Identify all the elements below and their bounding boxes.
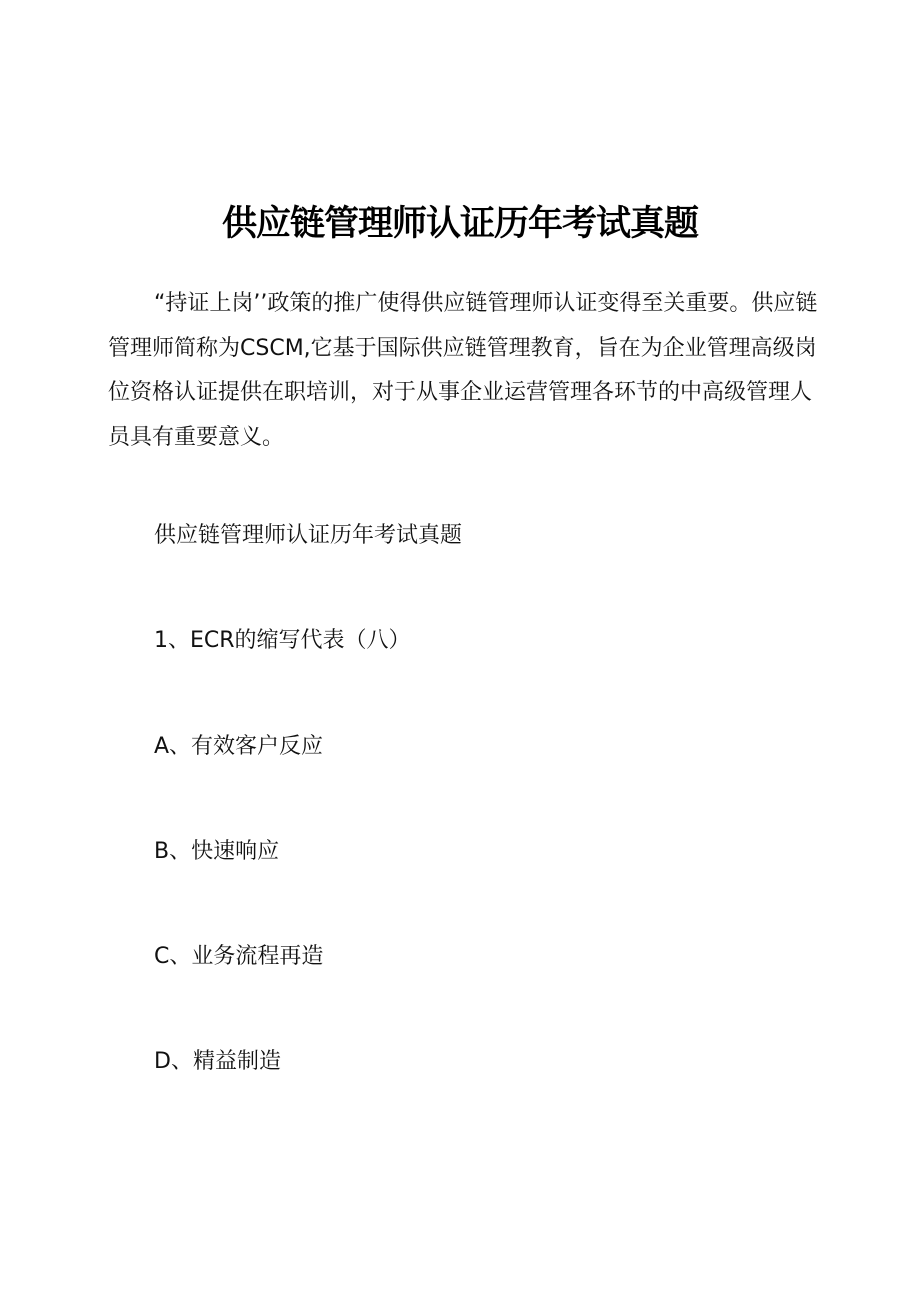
document-title: 供应链管理师认证历年考试真题	[221, 204, 698, 245]
exam-subheading: 供应链管理师认证历年考试真题	[154, 523, 463, 548]
question-1: 1、ECR的缩写代表（八）	[154, 628, 411, 653]
option-b: B、快速响应	[154, 839, 280, 864]
intro-paragraph: “持证上岗’’政策的推广使得供应链管理师认证变得至关重要。供应链管理师简称为CSCM,它基于国际供应链管理教育，旨在为企业管理高级岗位资格认证提供在职培训，对于从事企业运营管理各环节的中高级管理人员具有重要意义。	[108, 291, 818, 450]
option-c: C、业务流程再造	[154, 944, 324, 969]
option-a: A、有效客户反应	[154, 734, 324, 759]
option-d: D、精益制造	[154, 1049, 281, 1074]
